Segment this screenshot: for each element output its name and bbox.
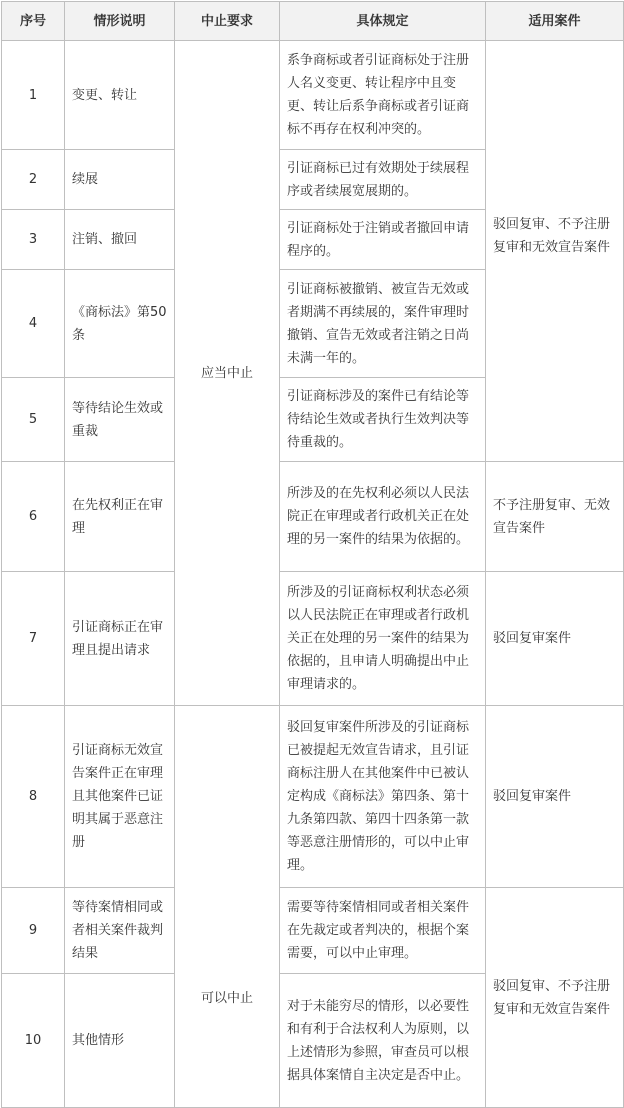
header-row — [2, 2, 624, 41]
situation-cell: 引证商标正在审理且提出请求 — [65, 572, 175, 706]
situation-cell: 等待结论生效或重裁 — [65, 378, 175, 462]
situation-cell: 在先权利正在审理 — [65, 462, 175, 572]
row-number: 3 — [2, 210, 65, 270]
rule-cell: 所涉及的在先权利必须以人民法院正在审理或者行政机关正在处理的另一案件的结果为依据的。 — [280, 462, 486, 572]
row-number: 2 — [2, 150, 65, 210]
situation-cell: 等待案情相同或者相关案件裁判结果 — [65, 888, 175, 974]
header-requirement: 中止要求 — [175, 2, 280, 41]
rule-cell: 驳回复审案件所涉及的引证商标已被提起无效宣告请求，且引证商标注册人在其他案件中已被认定构成《商标法》第四条、第十九条第四款、第四十四条第一款等恶意注册情形的，可以中止审理。 — [280, 706, 486, 888]
requirement-must: 应当中止 — [175, 41, 280, 706]
table-row — [2, 462, 624, 572]
rule-cell: 引证商标被撤销、被宣告无效或者期满不再续展的，案件审理时撤销、宣告无效或者注销之日尚未满一年的。 — [280, 270, 486, 378]
row-number: 8 — [2, 706, 65, 888]
row-number: 9 — [2, 888, 65, 974]
suspension-rules-table — [1, 1, 624, 1108]
rule-cell: 引证商标已过有效期处于续展程序或者续展宽展期的。 — [280, 150, 486, 210]
row-number: 5 — [2, 378, 65, 462]
rule-cell: 需要等待案情相同或者相关案件在先裁定或者判决的，根据个案需要，可以中止审理。 — [280, 888, 486, 974]
row-number: 6 — [2, 462, 65, 572]
row-number: 4 — [2, 270, 65, 378]
table-row — [2, 41, 624, 150]
header-situation: 情形说明 — [65, 2, 175, 41]
table-row — [2, 888, 624, 974]
case-cell: 驳回复审案件 — [486, 572, 624, 706]
rule-cell: 引证商标处于注销或者撤回申请程序的。 — [280, 210, 486, 270]
case-cell: 驳回复审、不予注册复审和无效宣告案件 — [486, 888, 624, 1108]
rule-cell: 系争商标或者引证商标处于注册人名义变更、转让程序中且变更、转让后系争商标或者引证商标不再存在权利冲突的。 — [280, 41, 486, 150]
situation-cell: 注销、撤回 — [65, 210, 175, 270]
table-row — [2, 572, 624, 706]
situation-cell: 续展 — [65, 150, 175, 210]
rule-cell: 所涉及的引证商标权利状态必须以人民法院正在审理或者行政机关正在处理的另一案件的结果为依据的，且申请人明确提出中止审理请求的。 — [280, 572, 486, 706]
table-row — [2, 706, 624, 888]
case-cell: 驳回复审案件 — [486, 706, 624, 888]
header-cases: 适用案件 — [486, 2, 624, 41]
row-number: 1 — [2, 41, 65, 150]
case-cell: 驳回复审、不予注册复审和无效宣告案件 — [486, 41, 624, 462]
situation-cell: 其他情形 — [65, 974, 175, 1108]
requirement-may: 可以中止 — [175, 706, 280, 1108]
row-number: 7 — [2, 572, 65, 706]
header-no: 序号 — [2, 2, 65, 41]
rule-cell: 引证商标涉及的案件已有结论等待结论生效或者执行生效判决等待重裁的。 — [280, 378, 486, 462]
rule-cell: 对于未能穷尽的情形，以必要性和有利于合法权利人为原则，以上述情形为参照，审查员可以根据具体案情自主决定是否中止。 — [280, 974, 486, 1108]
situation-cell: 变更、转让 — [65, 41, 175, 150]
situation-cell: 引证商标无效宣告案件正在审理且其他案件已证明其属于恶意注册 — [65, 706, 175, 888]
case-cell: 不予注册复审、无效宣告案件 — [486, 462, 624, 572]
header-rules: 具体规定 — [280, 2, 486, 41]
row-number: 10 — [2, 974, 65, 1108]
situation-cell: 《商标法》第50条 — [65, 270, 175, 378]
